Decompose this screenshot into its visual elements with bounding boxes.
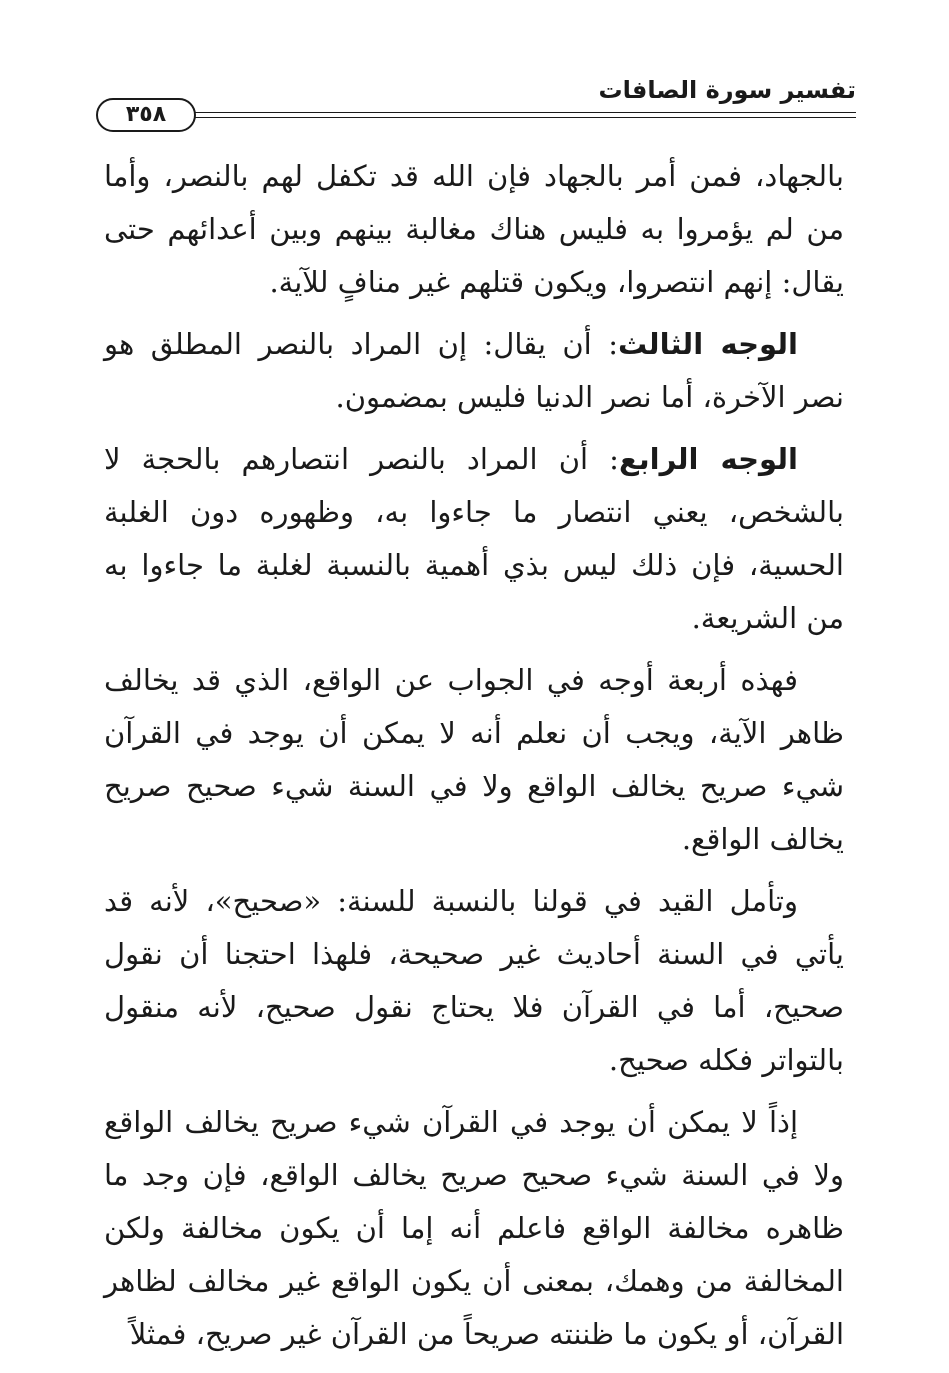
paragraph-text: بالجهاد، فمن أمر بالجهاد فإن الله قد تكفل لهم بالنصر، وأما من لم يؤمروا به فليس هناك مغالبة بينهم وبين أعدائهم حتى يقال: إنهم انتصروا، ويكون قتلهم غير منافٍ للآية. bbox=[104, 159, 844, 299]
paragraph-text: إذاً لا يمكن أن يوجد في القرآن شيء صريح يخالف الواقع ولا في السنة شيء صحيح صريح يخالف الواقع، فإن وجد ما ظاهره مخالفة الواقع فاعلم أنه إما أن يكون مخالفة ولكن المخالفة من وهمك، بمعنى أن يكون الواقع غير مخالف لظاهر القرآن، أو يكون ما ظننته صريحاً من القرآن غير صريح، فمثلاً bbox=[104, 1105, 844, 1351]
paragraph bbox=[104, 875, 844, 1087]
paragraph-heading: الوجه الرابع bbox=[618, 442, 798, 476]
page-body bbox=[104, 150, 844, 1370]
paragraph-text: : أن المراد بالنصر انتصارهم بالحجة لا بالشخص، يعني انتصار ما جاءوا به، وظهوره دون الغلبة الحسية، فإن ذلك ليس بذي أهمية بالنسبة لغلبة ما جاءوا به من الشريعة. bbox=[104, 442, 844, 635]
paragraph bbox=[104, 150, 844, 309]
paragraph bbox=[104, 433, 844, 645]
header-rule bbox=[192, 117, 856, 118]
page-header bbox=[96, 70, 856, 130]
paragraph bbox=[104, 654, 844, 866]
running-title: تفسير سورة الصافات bbox=[598, 76, 856, 104]
paragraph bbox=[104, 318, 844, 424]
header-rule bbox=[192, 112, 856, 113]
paragraph-text: فهذه أربعة أوجه في الجواب عن الواقع، الذي قد يخالف ظاهر الآية، ويجب أن نعلم أنه لا يمكن أن يوجد في القرآن شيء صريح يخالف الواقع ولا في السنة شيء صحيح صريح يخالف الواقع. bbox=[104, 663, 844, 856]
paragraph-text: : أن يقال: إن المراد بالنصر المطلق هو نصر الآخرة، أما نصر الدنيا فليس بمضمون. bbox=[104, 327, 844, 414]
paragraph-text: وتأمل القيد في قولنا بالنسبة للسنة: «صحيح»، لأنه قد يأتي في السنة أحاديث غير صحيحة، فلهذا احتجنا أن نقول صحيح، أما في القرآن فلا يحتاج نقول صحيح، لأنه منقول بالتواتر فكله صحيح. bbox=[104, 884, 844, 1077]
paragraph-heading: الوجه الثالث bbox=[617, 327, 798, 361]
paragraph bbox=[104, 1096, 844, 1361]
page-number: ٣٥٨ bbox=[96, 98, 196, 132]
